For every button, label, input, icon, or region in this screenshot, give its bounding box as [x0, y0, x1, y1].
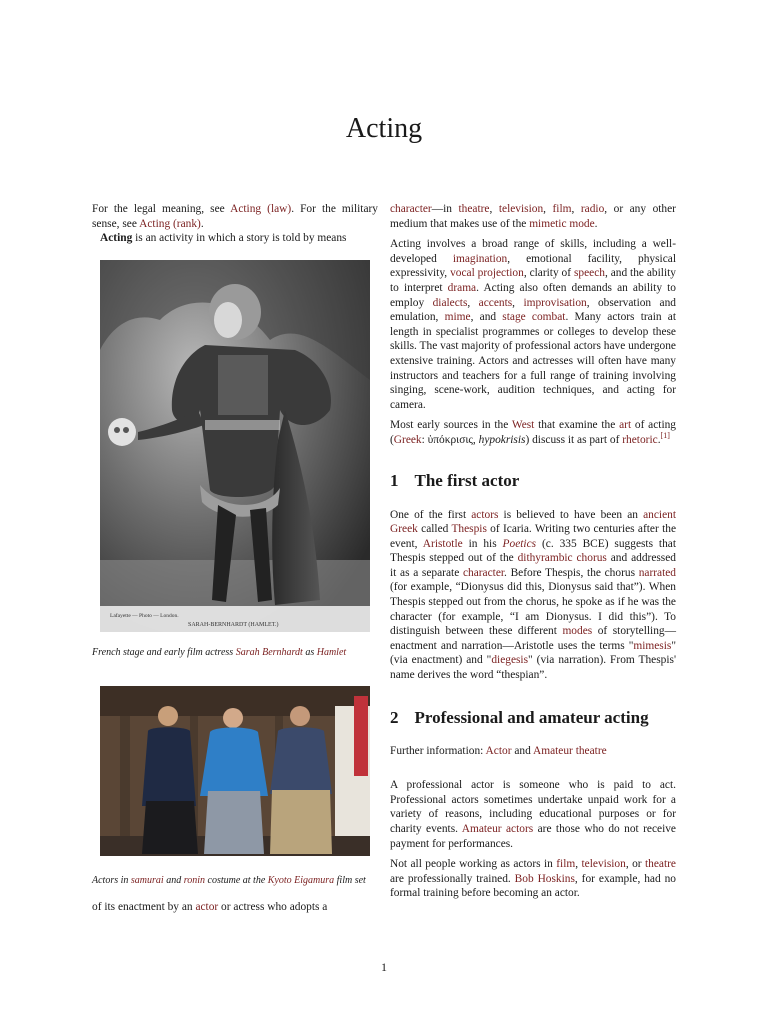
- link-rhetoric[interactable]: rhetoric: [622, 433, 658, 446]
- hatnote: For the legal meaning, see Acting (law). For the military sense, see Acting (rank).: [92, 203, 378, 230]
- link-acting-rank[interactable]: Acting (rank): [139, 217, 201, 230]
- link-acting-law[interactable]: Acting (law): [230, 203, 292, 215]
- link-sarah-bernhardt[interactable]: Sarah Bernhardt: [235, 647, 303, 659]
- link-mimetic-mode[interactable]: mimetic mode: [529, 217, 595, 230]
- link-modes[interactable]: modes: [562, 625, 593, 638]
- figure-bernhardt: [100, 260, 370, 637]
- link-west[interactable]: West: [511, 419, 535, 432]
- link-mimesis[interactable]: mimesis: [633, 639, 672, 652]
- link-actor-main[interactable]: Actor: [485, 744, 512, 757]
- left-column: [92, 202, 378, 915]
- paragraph-professional: A professional actor is someone who is paid to act. Professional actors sometimes undertake unpaid work for a variety of reasons, including educational purposes or for charity events. Amateur actors are those who do not receive payment for performances.: [390, 779, 676, 850]
- link-samurai[interactable]: samurai: [130, 874, 164, 886]
- right-column: [390, 202, 676, 901]
- link-actors[interactable]: actors: [471, 508, 499, 521]
- link-radio[interactable]: radio: [580, 203, 605, 215]
- link-stage-combat[interactable]: stage combat: [502, 311, 566, 324]
- link-mime[interactable]: mime: [444, 311, 471, 324]
- figure-caption-bernhardt: French stage and early film actress Sarah Bernhardt as Hamlet: [92, 647, 347, 659]
- link-theatre-2[interactable]: theatre: [644, 858, 676, 871]
- link-imagination[interactable]: imagination: [452, 252, 508, 265]
- link-theatre[interactable]: theatre: [458, 203, 490, 215]
- samurai-photo: [100, 686, 370, 856]
- link-film[interactable]: film: [552, 203, 572, 215]
- paragraph-skills: Acting involves a broad range of skills, including a well-developed imagination, emotional facility, physical expressivity, vocal projection, clarity of speech, and the ability to interpret drama. Acting also often demands an ability to employ dialects, accents, improvisation, observation and emulation, mime, and stage combat. Many actors train at length in specialist programmes or colleges to develop these skills. The vast majority of professional actors have undergone extensive training. Actors and actresses will often have many instructors and teachers for a full range of training involving singing, scene-work, audition techniques, and acting for camera.: [390, 238, 677, 411]
- page-title: Acting: [345, 113, 423, 144]
- link-greek[interactable]: Greek: [393, 433, 422, 446]
- link-character[interactable]: character: [390, 203, 432, 215]
- link-thespis[interactable]: Thespis: [451, 523, 487, 536]
- figure-caption-samurai: Actors in samurai and ronin costume at the Kyoto Eigamura film set: [92, 874, 366, 886]
- figure-samurai: [100, 686, 370, 861]
- link-kyoto-eigamura[interactable]: Kyoto Eigamura: [267, 874, 335, 886]
- link-bob-hoskins[interactable]: Bob Hoskins: [514, 872, 575, 885]
- link-amateur-theatre[interactable]: Amateur theatre: [533, 744, 607, 757]
- intro-bold-term: Acting: [100, 232, 133, 245]
- link-ancient-greek[interactable]: ancient Greek: [390, 508, 676, 536]
- link-dithyrambic-chorus[interactable]: dithyrambic chorus: [517, 552, 607, 565]
- link-film-2[interactable]: film: [556, 858, 576, 871]
- section-heading-first-actor: 1 The first actor: [390, 470, 520, 490]
- link-television-2[interactable]: television: [581, 858, 626, 871]
- link-narrated[interactable]: narrated: [638, 566, 676, 579]
- link-accents[interactable]: accents: [478, 296, 513, 309]
- link-dialects[interactable]: dialects: [432, 296, 468, 309]
- link-character-2[interactable]: character: [462, 566, 505, 579]
- page-number: 1: [381, 960, 387, 974]
- link-aristotle[interactable]: Aristotle: [422, 537, 463, 550]
- further-information: Further information: Actor and Amateur theatre: [390, 744, 607, 757]
- link-diegesis[interactable]: diegesis: [491, 654, 529, 667]
- link-actor[interactable]: actor: [195, 900, 219, 913]
- link-speech[interactable]: speech: [573, 267, 605, 280]
- section-heading-professional-amateur: 2 Professional and amateur acting: [390, 707, 649, 727]
- link-improvisation[interactable]: improvisation: [523, 296, 587, 309]
- link-vocal-projection[interactable]: vocal projection: [450, 267, 524, 280]
- link-hamlet[interactable]: Hamlet: [316, 647, 347, 659]
- link-art[interactable]: art: [619, 419, 632, 432]
- paragraph-medium: character—in theatre, television, film, radio, or any other medium that makes use of the mimetic mode.: [390, 203, 676, 230]
- intro-paragraph: Acting is an activity in which a story is told by means: [100, 232, 347, 245]
- link-poetics[interactable]: Poetics: [502, 537, 537, 550]
- link-television[interactable]: television: [498, 203, 544, 215]
- photo-label: SARAH-BERNHARDT (HAMLET.): [188, 621, 279, 628]
- paragraph-early-sources: Most early sources in the West that examine the art of acting (Greek: ὑπόκρισις, hypokrisis) discuss it as part of rhetoric.[1]: [390, 419, 677, 446]
- link-drama[interactable]: drama: [447, 281, 477, 294]
- paragraph-thespis: One of the first actors is believed to have been an ancient Greek called Thespis of Icaria. Writing two centuries after the event, Aristotle in his Poetics (c. 335 BCE) suggests that Thespis stepped out of the dithyrambic chorus and addressed it as a separate character. Before Thespis, the chorus narrated (for example, “Dionysus did this, Dionysus said that”). When Thespis stepped out from the chorus, he spoke as if he was the character (for example, “I am Dionysus. I did this”). To distinguish between these different modes of storytelling—enactment and narration—Aristotle uses the terms "mimesis" (via enactment) and "diegesis" (via narration). From Thespis' name derives the word “thespian”.: [390, 508, 677, 682]
- paragraph-training: Not all people working as actors in film, television, or theatre are professionally trained. Bob Hoskins, for example, had no formal training before becoming an actor.: [390, 858, 676, 900]
- link-amateur-actors[interactable]: Amateur actors: [461, 823, 534, 835]
- continuation-paragraph: of its enactment by an actor or actress who adopts a: [92, 900, 328, 913]
- reference-link[interactable]: [1]: [660, 431, 670, 441]
- bernhardt-photo: [100, 260, 370, 632]
- link-ronin[interactable]: ronin: [183, 874, 205, 886]
- photo-credit: Lafayette — Photo — London.: [110, 612, 179, 619]
